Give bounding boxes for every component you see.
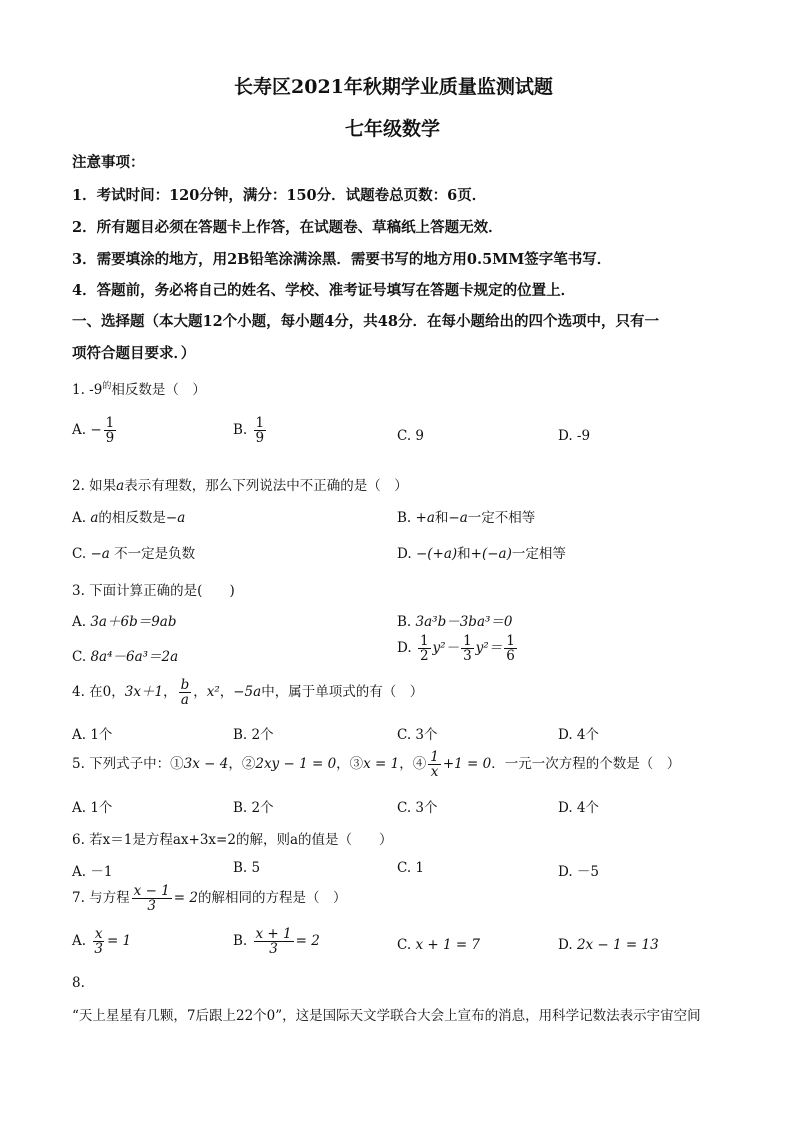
exam-subtitle: 七年级数学 bbox=[345, 118, 441, 140]
q3-option-b bbox=[397, 610, 513, 630]
note-item-4: 4．答题前，务必将自己的姓名、学校、准考证号填写在答题卡规定的位置上． bbox=[72, 282, 576, 299]
q2-d-expr1: −(+a) bbox=[415, 546, 458, 562]
q1-b-fraction bbox=[254, 416, 267, 445]
q3-b-expr: 3a³b－3ba³＝0 bbox=[415, 614, 513, 630]
q2-b-label: B. bbox=[397, 510, 412, 526]
q2-c-text: 不一定是负数 bbox=[114, 546, 196, 562]
q4-fraction bbox=[179, 678, 192, 707]
question-8-number: 8. bbox=[72, 975, 85, 991]
q7-stem-eq: = 2 bbox=[173, 890, 198, 907]
q5-option-a: A. 1个 bbox=[72, 800, 113, 816]
q5-expr2: 2xy − 1 = 0 bbox=[255, 756, 337, 773]
q3-c-label: C. bbox=[72, 649, 87, 665]
q7-stem-rest: 的解相同的方程是（ ） bbox=[197, 890, 347, 907]
q7-option-b bbox=[233, 927, 320, 956]
q7-b-label: B. bbox=[233, 933, 248, 950]
q4-expr3: x² bbox=[206, 684, 220, 701]
q2-stem-var: a bbox=[116, 478, 125, 494]
note-item-3: 3．需要填涂的地方，用2B铅笔涂满涂黑．需要书写的地方用0.5MM签字笔书写． bbox=[72, 251, 612, 268]
q1-option-a bbox=[72, 416, 118, 445]
q4-sep1: ， bbox=[163, 684, 177, 701]
q6-option-a: A. －1 bbox=[72, 864, 113, 880]
q6-option-c: C. 1 bbox=[397, 860, 425, 876]
question-2-stem bbox=[72, 474, 408, 494]
q3-d-f3-den: 6 bbox=[506, 648, 515, 665]
q4-sep3: ， bbox=[219, 684, 234, 701]
q2-d-label: D. bbox=[397, 546, 412, 562]
q1-a-den: 9 bbox=[105, 430, 115, 447]
question-4-stem bbox=[72, 678, 423, 707]
q3-d-f1-den: 2 bbox=[419, 648, 429, 665]
q7-frac-den: 3 bbox=[147, 898, 157, 915]
q3-d-f1-num: 1 bbox=[419, 633, 429, 649]
q7-fraction bbox=[132, 884, 172, 913]
q7-a-label: A. bbox=[72, 933, 87, 950]
q1-option-c: C. 9 bbox=[397, 428, 425, 444]
q3-option-c bbox=[72, 645, 178, 665]
q7-option-d bbox=[558, 937, 659, 953]
q1-option-d: D. -9 bbox=[558, 428, 591, 444]
q4-option-c: C. 3个 bbox=[397, 727, 438, 743]
q5-expr3: x = 1 bbox=[363, 756, 400, 773]
q5-frac-num: 1 bbox=[430, 749, 439, 765]
q5-stem-text: 5. 下列式子中：① bbox=[72, 756, 184, 773]
q2-a-label: A. bbox=[72, 510, 87, 526]
q2-option-c bbox=[72, 542, 195, 562]
q3-d-f2-den: 3 bbox=[463, 648, 472, 665]
q7-d-label: D. bbox=[558, 937, 573, 953]
q7-stem-text: 7. 与方程 bbox=[72, 890, 130, 907]
q5-expr4-rest: +1 = 0 bbox=[442, 756, 492, 773]
exam-title: 长寿区2021年秋期学业质量监测试题 bbox=[234, 76, 553, 98]
q4-expr4: −5a bbox=[233, 684, 262, 701]
q4-option-b: B. 2个 bbox=[233, 727, 274, 743]
q1-stem-text: 1. -9 bbox=[72, 382, 103, 398]
q3-d-label: D. bbox=[397, 640, 412, 657]
q3-a-label: A. bbox=[72, 614, 87, 630]
q6-option-b: B. 5 bbox=[233, 860, 261, 876]
q4-expr1: 3x＋1 bbox=[124, 684, 164, 701]
q7-a-fraction bbox=[92, 927, 105, 956]
q1-a-fraction bbox=[104, 416, 117, 445]
q5-sep2: ，② bbox=[228, 756, 256, 773]
q7-b-fraction bbox=[254, 927, 294, 956]
q3-a-expr: 3a＋6b＝9ab bbox=[90, 614, 177, 630]
question-3-stem: 3. 下面计算正确的是( ) bbox=[72, 583, 235, 599]
question-5-stem bbox=[72, 750, 680, 779]
q2-d-expr2: +(−a) bbox=[470, 546, 512, 562]
section-heading-line1: 一、选择题（本大题12个小题，每小题4分，共48分．在每小题给出的四个选项中，只有一 bbox=[72, 313, 659, 330]
q5-expr1: 3x − 4 bbox=[183, 756, 229, 773]
q7-b-num: x + 1 bbox=[255, 926, 292, 942]
q4-option-d: D. 4个 bbox=[558, 727, 600, 743]
q1-stem-rest: 相反数是（ ） bbox=[111, 382, 206, 398]
q5-sep3: ，③ bbox=[336, 756, 364, 773]
q7-option-a bbox=[72, 927, 131, 956]
note-item-1: 1．考试时间：120分钟，满分：150分．试题卷总页数：6页． bbox=[72, 187, 487, 204]
question-8-text: “天上星星有几颗，7后跟上22个0”，这是国际天文学联合大会上宣布的消息，用科学记数法表示宇宙空间 bbox=[72, 1008, 701, 1024]
q2-c-expr: −a bbox=[90, 546, 110, 562]
q7-a-num: x bbox=[94, 926, 103, 942]
q4-frac-den: a bbox=[180, 692, 189, 709]
q2-b-mid: 和 bbox=[434, 510, 449, 526]
q2-c-label: C. bbox=[72, 546, 87, 562]
q2-a-expr: −a bbox=[165, 510, 186, 526]
q5-option-c: C. 3个 bbox=[397, 800, 438, 816]
q7-b-rest: = 2 bbox=[295, 933, 320, 950]
q2-a-text: 的相反数是 bbox=[98, 510, 166, 526]
q4-frac-num: b bbox=[180, 677, 190, 693]
q5-fraction bbox=[428, 750, 441, 779]
q7-a-den: 3 bbox=[94, 941, 103, 958]
q4-stem-rest: 中，属于单项式的有（ ） bbox=[261, 684, 424, 701]
note-item-2: 2．所有题目必须在答题卡上作答，在试题卷、草稿纸上答题无效． bbox=[72, 219, 503, 236]
q7-option-c bbox=[397, 937, 480, 953]
q5-option-d: D. 4个 bbox=[558, 800, 600, 816]
q1-stem-sup: 的 bbox=[102, 381, 112, 392]
q2-option-a bbox=[72, 506, 185, 526]
q1-a-label: A. − bbox=[72, 422, 102, 439]
q1-b-label: B. bbox=[233, 422, 248, 439]
q3-d-f3-num: 1 bbox=[506, 633, 515, 649]
q2-stem-rest: 表示有理数，那么下列说法中不正确的是（ ） bbox=[124, 478, 408, 494]
q3-c-expr: 8a⁴－6a³＝2a bbox=[90, 649, 179, 665]
q3-d-y2b: y²＝ bbox=[475, 640, 503, 657]
q4-option-a: A. 1个 bbox=[72, 727, 113, 743]
q2-b-text: 一定不相等 bbox=[467, 510, 536, 526]
q7-d-expr: 2x − 1 = 13 bbox=[576, 937, 659, 953]
q7-b-den: 3 bbox=[269, 941, 278, 958]
question-7-stem bbox=[72, 884, 346, 913]
q3-d-frac2 bbox=[461, 634, 474, 663]
q1-a-num: 1 bbox=[105, 415, 115, 431]
q5-stem-rest: ．一元一次方程的个数是（ ） bbox=[491, 756, 681, 773]
q4-stem-text: 4. 在0， bbox=[72, 684, 125, 701]
q3-d-frac1 bbox=[418, 634, 431, 663]
q2-option-b bbox=[397, 506, 535, 526]
q1-b-num: 1 bbox=[255, 415, 265, 431]
q3-d-f2-num: 1 bbox=[463, 633, 472, 649]
q3-b-label: B. bbox=[397, 614, 412, 630]
q2-d-mid: 和 bbox=[457, 546, 471, 562]
q5-sep4: ，④ bbox=[399, 756, 427, 773]
q5-option-b: B. 2个 bbox=[233, 800, 274, 816]
q2-option-d bbox=[397, 542, 566, 562]
q5-frac-den: x bbox=[430, 764, 439, 781]
q6-option-d: D. －5 bbox=[558, 864, 600, 880]
question-1-stem bbox=[72, 378, 206, 398]
section-heading-line2: 项符合题目要求．） bbox=[72, 345, 196, 362]
q4-sep2: ， bbox=[193, 684, 207, 701]
q2-b-expr1: +a bbox=[415, 510, 435, 526]
question-6-stem: 6. 若x＝1是方程ax+3x=2的解，则a的值是（ ） bbox=[72, 832, 393, 848]
q1-option-b bbox=[233, 416, 268, 445]
q2-stem-text: 2. 如果 bbox=[72, 478, 117, 494]
q3-option-d bbox=[397, 634, 519, 663]
notes-heading: 注意事项： bbox=[72, 154, 145, 171]
q7-c-label: C. bbox=[397, 937, 412, 953]
q7-c-expr: x + 1 = 7 bbox=[415, 937, 481, 953]
q3-option-a bbox=[72, 610, 177, 630]
q2-a-var: a bbox=[90, 510, 99, 526]
q2-b-expr2: −a bbox=[448, 510, 468, 526]
q3-d-frac3 bbox=[504, 634, 517, 663]
q7-frac-num: x − 1 bbox=[133, 883, 170, 899]
q2-d-text: 一定相等 bbox=[511, 546, 566, 562]
q7-a-rest: = 1 bbox=[106, 933, 132, 950]
q3-d-y2a: y²－ bbox=[432, 640, 460, 657]
q1-b-den: 9 bbox=[255, 430, 265, 447]
